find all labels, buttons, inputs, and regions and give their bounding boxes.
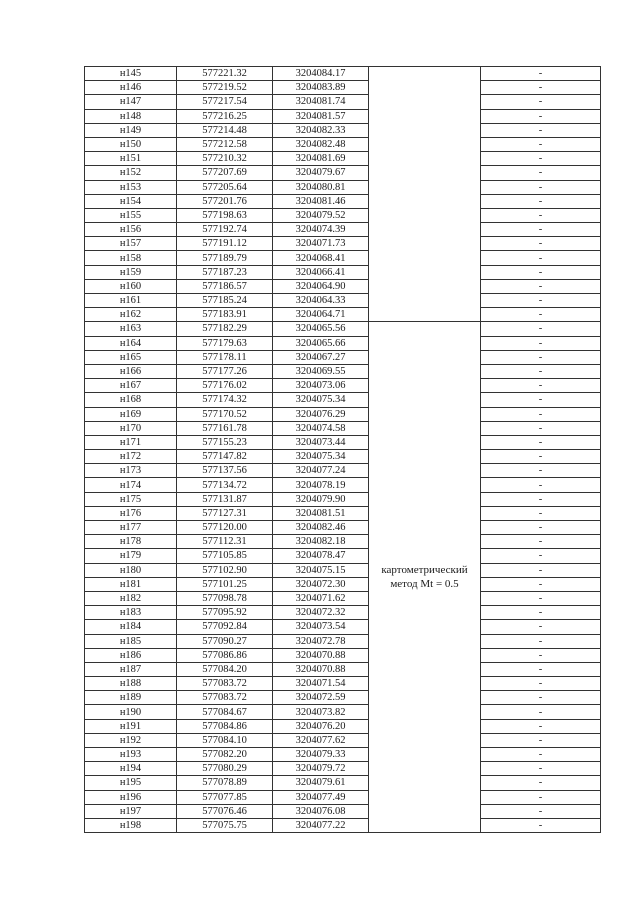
y-coordinate-cell: 3204067.27 (273, 350, 369, 364)
point-name-cell: н168 (85, 393, 177, 407)
point-name-cell: н165 (85, 350, 177, 364)
x-coordinate-cell: 577170.52 (177, 407, 273, 421)
point-name-cell: н177 (85, 521, 177, 535)
x-coordinate-cell: 577137.56 (177, 464, 273, 478)
point-name-cell: н162 (85, 308, 177, 322)
x-coordinate-cell: 577112.31 (177, 535, 273, 549)
coordinates-table-body (85, 67, 601, 833)
note-cell: - (481, 223, 601, 237)
y-coordinate-cell: 3204072.78 (273, 634, 369, 648)
y-coordinate-cell: 3204079.72 (273, 762, 369, 776)
point-name-cell: н164 (85, 336, 177, 350)
x-coordinate-cell: 577212.58 (177, 137, 273, 151)
y-coordinate-cell: 3204083.89 (273, 81, 369, 95)
y-coordinate-cell: 3204082.46 (273, 521, 369, 535)
table-row (85, 393, 601, 407)
point-name-cell: н198 (85, 818, 177, 832)
point-name-cell: н179 (85, 549, 177, 563)
x-coordinate-cell: 577216.25 (177, 109, 273, 123)
table-row (85, 237, 601, 251)
note-cell: - (481, 606, 601, 620)
x-coordinate-cell: 577083.72 (177, 677, 273, 691)
point-name-cell: н189 (85, 691, 177, 705)
x-coordinate-cell: 577185.24 (177, 294, 273, 308)
table-row (85, 691, 601, 705)
x-coordinate-cell: 577084.20 (177, 662, 273, 676)
y-coordinate-cell: 3204065.66 (273, 336, 369, 350)
x-coordinate-cell: 577189.79 (177, 251, 273, 265)
x-coordinate-cell: 577075.75 (177, 818, 273, 832)
x-coordinate-cell: 577176.02 (177, 379, 273, 393)
x-coordinate-cell: 577191.12 (177, 237, 273, 251)
table-row (85, 322, 601, 336)
y-coordinate-cell: 3204071.62 (273, 591, 369, 605)
note-cell: - (481, 194, 601, 208)
x-coordinate-cell: 577095.92 (177, 606, 273, 620)
table-row (85, 733, 601, 747)
point-name-cell: н166 (85, 364, 177, 378)
x-coordinate-cell: 577082.20 (177, 748, 273, 762)
note-cell: - (481, 521, 601, 535)
table-row (85, 506, 601, 520)
table-row (85, 634, 601, 648)
y-coordinate-cell: 3204075.34 (273, 450, 369, 464)
y-coordinate-cell: 3204065.56 (273, 322, 369, 336)
note-cell: - (481, 364, 601, 378)
note-cell: - (481, 294, 601, 308)
y-coordinate-cell: 3204073.06 (273, 379, 369, 393)
x-coordinate-cell: 577083.72 (177, 691, 273, 705)
note-cell: - (481, 208, 601, 222)
table-row (85, 421, 601, 435)
x-coordinate-cell: 577201.76 (177, 194, 273, 208)
point-name-cell: н171 (85, 435, 177, 449)
table-row (85, 81, 601, 95)
x-coordinate-cell: 577120.00 (177, 521, 273, 535)
method-cell-blank (369, 67, 481, 322)
note-cell: - (481, 379, 601, 393)
y-coordinate-cell: 3204075.15 (273, 563, 369, 577)
table-row (85, 535, 601, 549)
table-row (85, 705, 601, 719)
table-row (85, 336, 601, 350)
note-cell: - (481, 109, 601, 123)
table-row (85, 137, 601, 151)
point-name-cell: н153 (85, 180, 177, 194)
note-cell: - (481, 464, 601, 478)
note-cell: - (481, 492, 601, 506)
note-cell: - (481, 818, 601, 832)
x-coordinate-cell: 577098.78 (177, 591, 273, 605)
y-coordinate-cell: 3204079.61 (273, 776, 369, 790)
y-coordinate-cell: 3204082.48 (273, 137, 369, 151)
note-cell: - (481, 322, 601, 336)
table-row (85, 364, 601, 378)
table-row (85, 677, 601, 691)
note-cell: - (481, 648, 601, 662)
note-cell: - (481, 350, 601, 364)
y-coordinate-cell: 3204081.51 (273, 506, 369, 520)
point-name-cell: н146 (85, 81, 177, 95)
x-coordinate-cell: 577178.11 (177, 350, 273, 364)
point-name-cell: н149 (85, 123, 177, 137)
note-cell: - (481, 691, 601, 705)
y-coordinate-cell: 3204072.32 (273, 606, 369, 620)
point-name-cell: н180 (85, 563, 177, 577)
point-name-cell: н154 (85, 194, 177, 208)
point-name-cell: н150 (85, 137, 177, 151)
table-row (85, 804, 601, 818)
y-coordinate-cell: 3204078.47 (273, 549, 369, 563)
point-name-cell: н157 (85, 237, 177, 251)
y-coordinate-cell: 3204074.39 (273, 223, 369, 237)
note-cell: - (481, 577, 601, 591)
note-cell: - (481, 790, 601, 804)
note-cell: - (481, 719, 601, 733)
y-coordinate-cell: 3204081.69 (273, 152, 369, 166)
table-row (85, 818, 601, 832)
note-cell: - (481, 407, 601, 421)
note-cell: - (481, 620, 601, 634)
y-coordinate-cell: 3204072.30 (273, 577, 369, 591)
table-row (85, 662, 601, 676)
y-coordinate-cell: 3204064.90 (273, 279, 369, 293)
point-name-cell: н197 (85, 804, 177, 818)
table-row (85, 591, 601, 605)
note-cell: - (481, 152, 601, 166)
table-row (85, 407, 601, 421)
note-cell: - (481, 748, 601, 762)
x-coordinate-cell: 577084.67 (177, 705, 273, 719)
note-cell: - (481, 776, 601, 790)
x-coordinate-cell: 577192.74 (177, 223, 273, 237)
x-coordinate-cell: 577127.31 (177, 506, 273, 520)
table-row (85, 67, 601, 81)
table-row (85, 563, 601, 577)
y-coordinate-cell: 3204079.33 (273, 748, 369, 762)
table-row (85, 152, 601, 166)
x-coordinate-cell: 577207.69 (177, 166, 273, 180)
point-name-cell: н169 (85, 407, 177, 421)
table-row (85, 549, 601, 563)
point-name-cell: н184 (85, 620, 177, 634)
y-coordinate-cell: 3204081.74 (273, 95, 369, 109)
point-name-cell: н178 (85, 535, 177, 549)
y-coordinate-cell: 3204072.59 (273, 691, 369, 705)
y-coordinate-cell: 3204070.88 (273, 662, 369, 676)
note-cell: - (481, 421, 601, 435)
y-coordinate-cell: 3204077.22 (273, 818, 369, 832)
point-name-cell: н152 (85, 166, 177, 180)
y-coordinate-cell: 3204082.18 (273, 535, 369, 549)
point-name-cell: н175 (85, 492, 177, 506)
point-name-cell: н172 (85, 450, 177, 464)
x-coordinate-cell: 577101.25 (177, 577, 273, 591)
table-row (85, 762, 601, 776)
x-coordinate-cell: 577134.72 (177, 478, 273, 492)
note-cell: - (481, 677, 601, 691)
x-coordinate-cell: 577105.85 (177, 549, 273, 563)
x-coordinate-cell: 577219.52 (177, 81, 273, 95)
point-name-cell: н161 (85, 294, 177, 308)
note-cell: - (481, 308, 601, 322)
point-name-cell: н191 (85, 719, 177, 733)
table-row (85, 748, 601, 762)
note-cell: - (481, 166, 601, 180)
point-name-cell: н159 (85, 265, 177, 279)
table-row (85, 95, 601, 109)
point-name-cell: н192 (85, 733, 177, 747)
note-cell: - (481, 95, 601, 109)
point-name-cell: н174 (85, 478, 177, 492)
table-row (85, 294, 601, 308)
table-row (85, 166, 601, 180)
note-cell: - (481, 251, 601, 265)
note-cell: - (481, 478, 601, 492)
note-cell: - (481, 591, 601, 605)
note-cell: - (481, 733, 601, 747)
y-coordinate-cell: 3204079.67 (273, 166, 369, 180)
note-cell: - (481, 67, 601, 81)
x-coordinate-cell: 577131.87 (177, 492, 273, 506)
point-name-cell: н158 (85, 251, 177, 265)
table-row (85, 251, 601, 265)
point-name-cell: н160 (85, 279, 177, 293)
x-coordinate-cell: 577210.32 (177, 152, 273, 166)
x-coordinate-cell: 577084.86 (177, 719, 273, 733)
point-name-cell: н193 (85, 748, 177, 762)
point-name-cell: н188 (85, 677, 177, 691)
x-coordinate-cell: 577214.48 (177, 123, 273, 137)
table-row (85, 109, 601, 123)
y-coordinate-cell: 3204080.81 (273, 180, 369, 194)
x-coordinate-cell: 577221.32 (177, 67, 273, 81)
y-coordinate-cell: 3204071.73 (273, 237, 369, 251)
point-name-cell: н173 (85, 464, 177, 478)
note-cell: - (481, 662, 601, 676)
note-cell: - (481, 804, 601, 818)
table-row (85, 194, 601, 208)
y-coordinate-cell: 3204081.46 (273, 194, 369, 208)
y-coordinate-cell: 3204077.49 (273, 790, 369, 804)
point-name-cell: н186 (85, 648, 177, 662)
note-cell: - (481, 336, 601, 350)
x-coordinate-cell: 577077.85 (177, 790, 273, 804)
point-name-cell: н195 (85, 776, 177, 790)
y-coordinate-cell: 3204069.55 (273, 364, 369, 378)
y-coordinate-cell: 3204077.62 (273, 733, 369, 747)
point-name-cell: н151 (85, 152, 177, 166)
table-row (85, 648, 601, 662)
note-cell: - (481, 393, 601, 407)
note-cell: - (481, 265, 601, 279)
y-coordinate-cell: 3204071.54 (273, 677, 369, 691)
table-row (85, 606, 601, 620)
y-coordinate-cell: 3204070.88 (273, 648, 369, 662)
table-row (85, 379, 601, 393)
point-name-cell: н155 (85, 208, 177, 222)
note-cell: - (481, 506, 601, 520)
x-coordinate-cell: 577084.10 (177, 733, 273, 747)
table-row (85, 223, 601, 237)
point-name-cell: н176 (85, 506, 177, 520)
y-coordinate-cell: 3204079.90 (273, 492, 369, 506)
point-name-cell: н167 (85, 379, 177, 393)
point-name-cell: н183 (85, 606, 177, 620)
table-row (85, 790, 601, 804)
table-row (85, 464, 601, 478)
note-cell: - (481, 634, 601, 648)
table-row (85, 776, 601, 790)
x-coordinate-cell: 577086.86 (177, 648, 273, 662)
note-cell: - (481, 137, 601, 151)
point-name-cell: н148 (85, 109, 177, 123)
y-coordinate-cell: 3204073.82 (273, 705, 369, 719)
note-cell: - (481, 180, 601, 194)
point-name-cell: н185 (85, 634, 177, 648)
x-coordinate-cell: 577078.89 (177, 776, 273, 790)
y-coordinate-cell: 3204068.41 (273, 251, 369, 265)
y-coordinate-cell: 3204073.44 (273, 435, 369, 449)
x-coordinate-cell: 577161.78 (177, 421, 273, 435)
x-coordinate-cell: 577092.84 (177, 620, 273, 634)
y-coordinate-cell: 3204084.17 (273, 67, 369, 81)
y-coordinate-cell: 3204076.20 (273, 719, 369, 733)
table-row (85, 450, 601, 464)
point-name-cell: н170 (85, 421, 177, 435)
x-coordinate-cell: 577076.46 (177, 804, 273, 818)
point-name-cell: н187 (85, 662, 177, 676)
table-row (85, 350, 601, 364)
x-coordinate-cell: 577090.27 (177, 634, 273, 648)
note-cell: - (481, 762, 601, 776)
x-coordinate-cell: 577147.82 (177, 450, 273, 464)
point-name-cell: н194 (85, 762, 177, 776)
x-coordinate-cell: 577187.23 (177, 265, 273, 279)
y-coordinate-cell: 3204076.29 (273, 407, 369, 421)
table-row (85, 521, 601, 535)
table-row (85, 265, 601, 279)
table-row (85, 435, 601, 449)
x-coordinate-cell: 577205.64 (177, 180, 273, 194)
point-name-cell: н190 (85, 705, 177, 719)
point-name-cell: н181 (85, 577, 177, 591)
x-coordinate-cell: 577102.90 (177, 563, 273, 577)
x-coordinate-cell: 577183.91 (177, 308, 273, 322)
table-row (85, 719, 601, 733)
x-coordinate-cell: 577155.23 (177, 435, 273, 449)
note-cell: - (481, 450, 601, 464)
y-coordinate-cell: 3204077.24 (273, 464, 369, 478)
y-coordinate-cell: 3204082.33 (273, 123, 369, 137)
table-row (85, 180, 601, 194)
note-cell: - (481, 549, 601, 563)
x-coordinate-cell: 577198.63 (177, 208, 273, 222)
y-coordinate-cell: 3204066.41 (273, 265, 369, 279)
y-coordinate-cell: 3204073.54 (273, 620, 369, 634)
note-cell: - (481, 279, 601, 293)
point-name-cell: н147 (85, 95, 177, 109)
point-name-cell: н156 (85, 223, 177, 237)
note-cell: - (481, 705, 601, 719)
table-row (85, 308, 601, 322)
point-name-cell: н145 (85, 67, 177, 81)
y-coordinate-cell: 3204076.08 (273, 804, 369, 818)
note-cell: - (481, 535, 601, 549)
y-coordinate-cell: 3204075.34 (273, 393, 369, 407)
point-name-cell: н163 (85, 322, 177, 336)
x-coordinate-cell: 577217.54 (177, 95, 273, 109)
table-row (85, 492, 601, 506)
note-cell: - (481, 81, 601, 95)
x-coordinate-cell: 577179.63 (177, 336, 273, 350)
x-coordinate-cell: 577080.29 (177, 762, 273, 776)
table-row (85, 208, 601, 222)
x-coordinate-cell: 577182.29 (177, 322, 273, 336)
method-cell: картометрический метод Mt = 0.5 (369, 322, 481, 833)
x-coordinate-cell: 577186.57 (177, 279, 273, 293)
y-coordinate-cell: 3204081.57 (273, 109, 369, 123)
y-coordinate-cell: 3204064.33 (273, 294, 369, 308)
y-coordinate-cell: 3204064.71 (273, 308, 369, 322)
y-coordinate-cell: 3204079.52 (273, 208, 369, 222)
note-cell: - (481, 237, 601, 251)
table-row (85, 577, 601, 591)
coordinates-table (84, 66, 601, 833)
table-row (85, 478, 601, 492)
note-cell: - (481, 563, 601, 577)
table-row (85, 279, 601, 293)
note-cell: - (481, 123, 601, 137)
table-row (85, 123, 601, 137)
x-coordinate-cell: 577177.26 (177, 364, 273, 378)
point-name-cell: н196 (85, 790, 177, 804)
y-coordinate-cell: 3204074.58 (273, 421, 369, 435)
y-coordinate-cell: 3204078.19 (273, 478, 369, 492)
note-cell: - (481, 435, 601, 449)
point-name-cell: н182 (85, 591, 177, 605)
x-coordinate-cell: 577174.32 (177, 393, 273, 407)
table-row (85, 620, 601, 634)
